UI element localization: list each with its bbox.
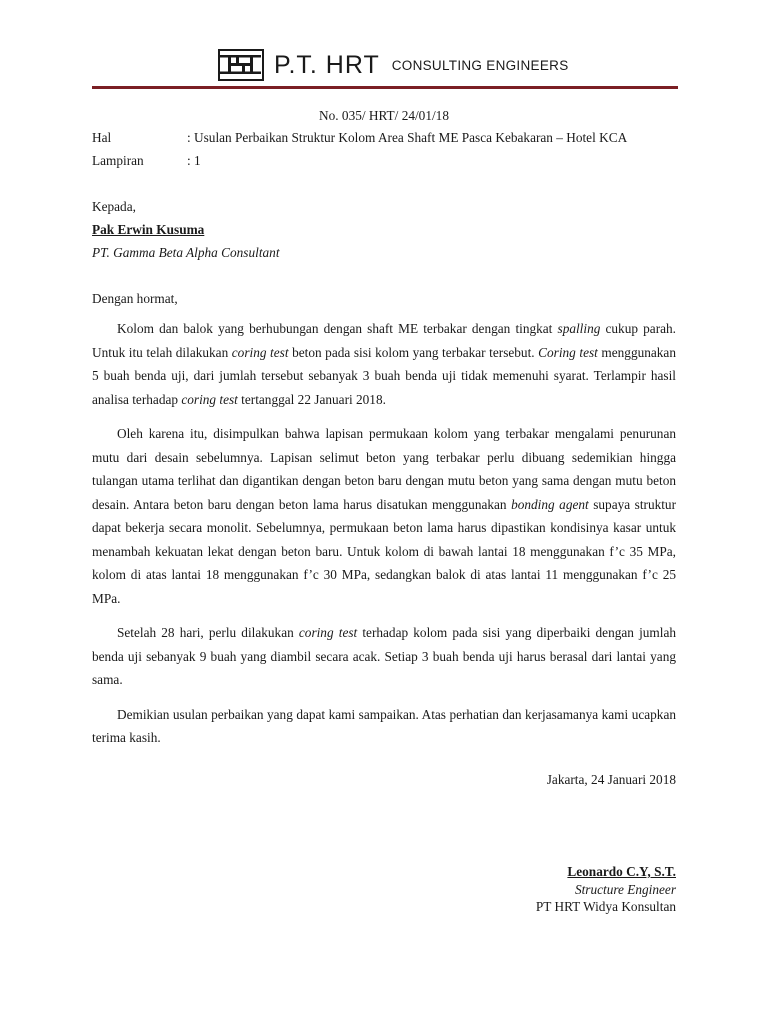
document-number: No. 035/ HRT/ 24/01/18 xyxy=(319,108,449,123)
paragraph-2: Oleh karena itu, disimpulkan bahwa lapisan permukaan kolom yang terbakar mengalami penurunan mutu dari desain sebelumnya. Lapisan selimut beton yang terbakar perlu dibuang sedemikian hingga tulangan utama terlihat dan digantikan dengan beton baru dengan mutu beton yang sama dengan mutu beton desain. Antara beton baru dengan beton lama harus disatukan menggunakan bonding agent supaya struktur dapat bekerja secara monolit. Sebelumnya, permukaan beton lama harus dipastikan kondisinya kasar untuk menambah kekuatan lekat dengan beton baru. Untuk kolom di bawah lantai 18 menggunakan f’c 35 MPa, kolom di atas lantai 18 menggunakan f’c 30 MPa, sedangkan balok di atas lantai 11 menggunakan f’c 25 MPa. xyxy=(92,426,677,606)
letterhead xyxy=(218,47,569,83)
header-divider xyxy=(92,86,678,89)
place-date: Jakarta, 24 Januari 2018 xyxy=(546,772,676,787)
paragraph-3: Setelah 28 hari, perlu dilakukan coring test terhadap kolom pada sisi yang diperbaiki dengan jumlah benda uji sebanyak 9 buah yang diambil secara acak. Setiap 3 buah benda uji harus berasal dari lantai yang sama. xyxy=(92,625,676,687)
company-subtitle: CONSULTING ENGINEERS xyxy=(391,57,569,73)
recipient-company: PT. Gamma Beta Alpha Consultant xyxy=(92,245,280,260)
signature-block xyxy=(536,864,676,915)
signatory-name: Leonardo C.Y, S.T. xyxy=(567,864,676,879)
paragraph-1: Kolom dan balok yang berhubungan dengan shaft ME terbakar dengan tingkat spalling cukup parah. Untuk itu telah dilakukan coring test beton pada sisi kolom yang terbakar tersebut. Coring test menggunakan 5 buah benda uji, dari jumlah tersebut sebanyak 3 buah benda uji tidak memenuhi syarat. Terlampir hasil analisa terhadap coring test tertanggal 22 Januari 2018. xyxy=(92,321,676,407)
company-name: P.T. HRT xyxy=(274,50,380,79)
signatory-company: PT HRT Widya Konsultan xyxy=(535,899,676,914)
meta-attachment-row xyxy=(92,153,201,169)
recipient-greeting: Kepada, xyxy=(92,199,136,214)
signatory-title: Structure Engineer xyxy=(574,882,676,897)
letter-body xyxy=(92,317,676,761)
attachment-value: : 1 xyxy=(187,153,201,168)
subject-label: Hal xyxy=(92,130,112,145)
paragraph-4: Demikian usulan perbaikan yang dapat kami sampaikan. Atas perhatian dan kerjasamanya kami ucapkan terima kasih. xyxy=(92,706,676,745)
attachment-label: Lampiran xyxy=(92,153,144,168)
salutation: Dengan hormat, xyxy=(92,291,178,306)
meta-subject-row xyxy=(92,130,627,146)
subject-value: : Usulan Perbaikan Struktur Kolom Area Shaft ME Pasca Kebakaran – Hotel KCA xyxy=(187,130,628,145)
company-logo-icon xyxy=(218,49,264,81)
recipient-name: Pak Erwin Kusuma xyxy=(92,222,205,237)
